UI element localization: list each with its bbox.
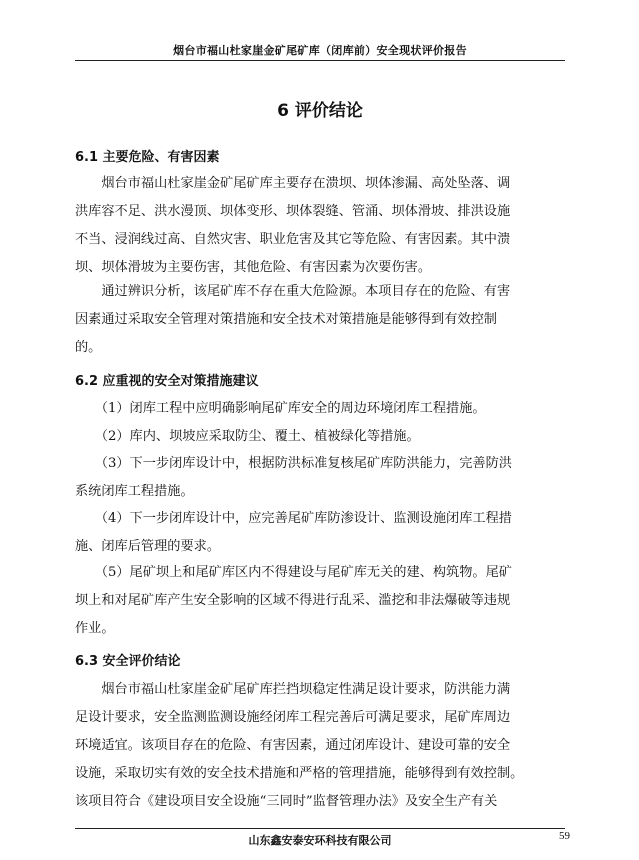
header-rule bbox=[75, 60, 565, 61]
text-line: （3）下一步闭库设计中，根据防洪标准复核尾矿库防洪能力，完善防洪 bbox=[75, 456, 512, 471]
text-line: 该项目符合《建设项目安全设施“三同时”监督管理办法》及安全生产有关 bbox=[75, 794, 498, 809]
paragraph bbox=[75, 278, 570, 362]
paragraph bbox=[75, 559, 570, 643]
text-line: 因素通过采取安全管理对策措施和安全技术对策措施是能够得到有效控制 bbox=[75, 312, 497, 327]
text-line: （4）下一步闭库设计中，应完善尾矿库防渗设计、监测设施闭库工程措 bbox=[75, 511, 512, 526]
footer-company: 山东鑫安泰安环科技有限公司 bbox=[248, 834, 392, 847]
text-line: （1）闭库工程中应明确影响尾矿库安全的周边环境闭库工程措施。 bbox=[75, 401, 486, 416]
paragraph bbox=[75, 423, 570, 451]
footer-rule bbox=[75, 828, 565, 829]
section-heading-6-3: 6.3 安全评价结论 bbox=[75, 654, 181, 669]
text-line: （5）尾矿坝上和尾矿库区内不得建设与尾矿库无关的建、构筑物。尾矿 bbox=[75, 565, 512, 580]
paragraph bbox=[75, 676, 570, 816]
paragraph bbox=[75, 170, 570, 282]
text-line: 的。 bbox=[75, 340, 102, 355]
text-line: 通过辨识分析，该尾矿库不存在重大危险源。本项目存在的危险、有害 bbox=[75, 284, 511, 299]
text-line: 环境适宜。该项目存在的危险、有害因素，通过闭库设计、建设可靠的安全 bbox=[75, 738, 511, 753]
paragraph bbox=[75, 395, 570, 423]
text-line: 烟台市福山杜家崖金矿尾矿库主要存在溃坝、坝体渗漏、高处坠落、调 bbox=[75, 176, 511, 191]
text-line: 坝、坝体滑坡为主要伤害，其他危险、有害因素为次要伤害。 bbox=[75, 260, 432, 275]
text-line: 足设计要求，安全监测监测设施经闭库工程完善后可满足要求，尾矿库周边 bbox=[75, 710, 511, 725]
text-line: 洪库容不足、洪水漫顶、坝体变形、坝体裂缝、管涌、坝体滑坡、排洪设施 bbox=[75, 204, 511, 219]
running-header: 烟台市福山杜家崖金矿尾矿库（闭库前）安全现状评价报告 bbox=[173, 44, 467, 57]
text-line: 作业。 bbox=[75, 621, 115, 636]
text-line: 不当、浸润线过高、自然灾害、职业危害及其它等危险、有害因素。其中溃 bbox=[75, 232, 511, 247]
page-number: 59 bbox=[559, 830, 570, 842]
chapter-title: 6 评价结论 bbox=[277, 101, 363, 121]
paragraph bbox=[75, 505, 570, 561]
text-line: 烟台市福山杜家崖金矿尾矿库拦挡坝稳定性满足设计要求，防洪能力满 bbox=[75, 682, 511, 697]
text-line: 坝上和对尾矿库产生安全影响的区域不得进行乱采、滥挖和非法爆破等违规 bbox=[75, 593, 511, 608]
section-heading-6-1: 6.1 主要危险、有害因素 bbox=[75, 150, 220, 165]
text-line: （2）库内、坝坡应采取防尘、覆土、植被绿化等措施。 bbox=[75, 429, 420, 444]
paragraph bbox=[75, 450, 570, 506]
text-line: 系统闭库工程措施。 bbox=[75, 484, 194, 499]
text-line: 设施，采取切实有效的安全技术措施和严格的管理措施，能够得到有效控制。 bbox=[75, 766, 524, 781]
section-heading-6-2: 6.2 应重视的安全对策措施建议 bbox=[75, 374, 259, 389]
text-line: 施、闭库后管理的要求。 bbox=[75, 539, 221, 554]
